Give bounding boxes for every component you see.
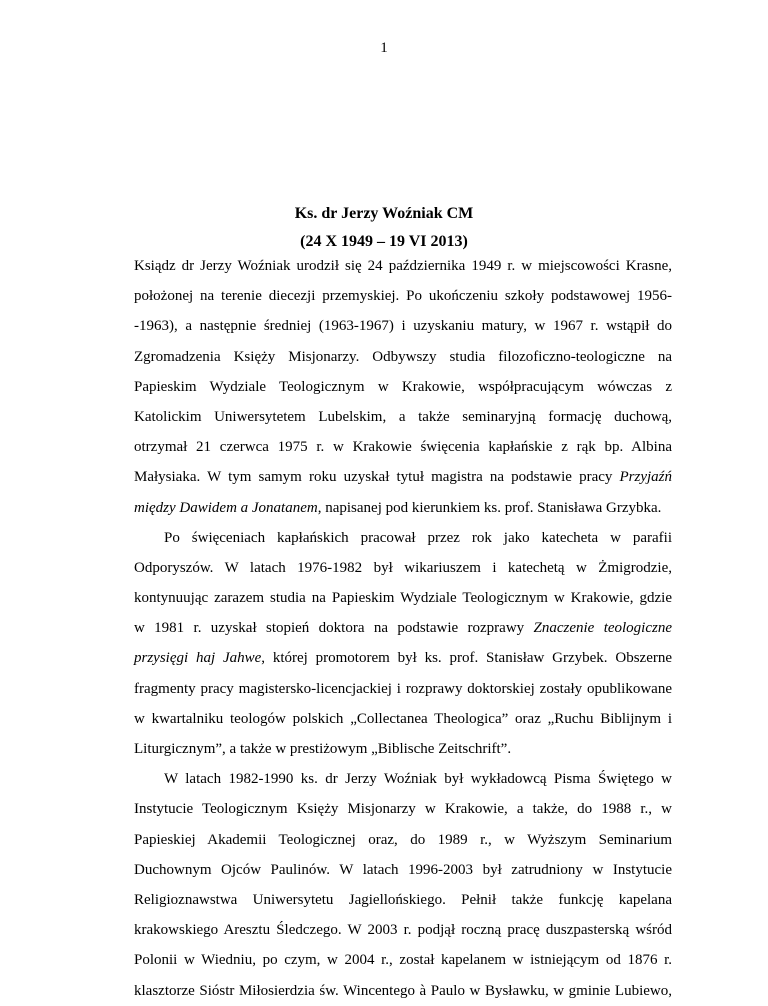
text-line: W latach 1982-1990 ks. dr Jerzy Woźniak był wykładowcą Pisma Świętego w — [164, 771, 672, 788]
text-line: w kwartalniku teologów polskich „Collectanea Theologica” oraz „Ruchu Biblijnym i — [134, 710, 672, 727]
text-line: Liturgicznym”, a także w prestiżowym „Biblische Zeitschrift”. — [134, 741, 512, 757]
dissertation-title-italic: Znaczenie teologiczne — [533, 620, 673, 637]
heading — [0, 200, 768, 255]
text-line: fragmenty pracy magistersko-licencjackiej i rozprawy doktorskiej zostały opublikowane — [134, 680, 672, 697]
text-line: Duchownym Ojców Paulinów. W latach 1996-2003 był zatrudniony w Instytucie — [134, 861, 672, 878]
text-line: -1963), a następnie średniej (1963-1967) i uzyskaniu matury, w 1967 r. wstąpił do — [134, 318, 672, 335]
text-line: krakowskiego Aresztu Śledczego. W 2003 r. podjął roczną pracę duszpasterską wśród — [134, 922, 672, 939]
life-dates: (24 X 1949 – 19 VI 2013) — [300, 233, 468, 250]
text-line: Odporyszów. W latach 1976-1982 był wikariuszem i katechetą w Żmigrodzie, — [134, 559, 672, 576]
thesis-title-italic: między Dawidem a Jonatanem — [134, 499, 318, 516]
text-line: Papieskim Wydziale Teologicznym w Krakowie, współpracującym wówczas z — [134, 378, 672, 395]
text-line: Ksiądz dr Jerzy Woźniak urodził się 24 października 1949 r. w miejscowości Krasne, — [134, 258, 672, 274]
text-line: Papieskiej Akademii Teologicznej oraz, do 1989 r., w Wyższym Seminarium — [134, 831, 672, 848]
text-line: Religioznawstwa Uniwersytetu Jagiellońskiego. Pełnił także funkcję kapelana — [134, 891, 672, 908]
article-body — [134, 251, 672, 1006]
text-line: kontynuując zarazem studia na Papieskim Wydziale Teologicznym w Krakowie, gdzie — [134, 590, 672, 607]
text-line: położonej na terenie diecezji przemyskiej. Po ukończeniu szkoły podstawowej 1956- — [134, 288, 672, 305]
text-line: Po święceniach kapłańskich pracował przez rok jako katecheta w parafii — [164, 529, 672, 546]
page-number: 1 — [380, 40, 388, 56]
text-line: Katolickim Uniwersytetem Lubelskim, a także seminaryjną formację duchową, — [134, 408, 672, 425]
dissertation-title-italic: przysięgi haj Jahwe — [134, 650, 262, 667]
text-line: klasztorze Sióstr Miłosierdzia św. Wincentego à Paulo w Bysławku, w gminie Lubiewo, — [134, 982, 672, 999]
text-line: przysięgi haj Jahwe, której promotorem był ks. prof. Stanisław Grzybek. Obszerne — [134, 650, 673, 667]
text-line: między Dawidem a Jonatanem, napisanej pod kierunkiem ks. prof. Stanisława Grzybka. — [134, 499, 662, 516]
text-line: Małysiaka. W tym samym roku uzyskał tytuł magistra na podstawie pracy Przyjaźń — [134, 469, 672, 486]
text-line: Polonii w Wiedniu, po czym, w 2004 r., został kapelanem w istniejącym od 1876 r. — [134, 952, 672, 969]
text-line: Instytucie Teologicznym Księży Misjonarzy w Krakowie, a także, do 1988 r., w — [134, 801, 672, 818]
thesis-title-italic: Przyjaźń — [619, 469, 672, 486]
text-line: otrzymał 21 czerwca 1975 r. w Krakowie święcenia kapłańskie z rąk bp. Albina — [134, 439, 672, 456]
text-line: Zgromadzenia Księży Misjonarzy. Odbywszy studia filozoficzno-teologiczne na — [134, 348, 672, 365]
text-line: w 1981 r. uzyskał stopień doktora na podstawie rozprawy Znaczenie teologiczne — [134, 620, 673, 637]
page-title: Ks. dr Jerzy Woźniak CM — [294, 205, 474, 222]
